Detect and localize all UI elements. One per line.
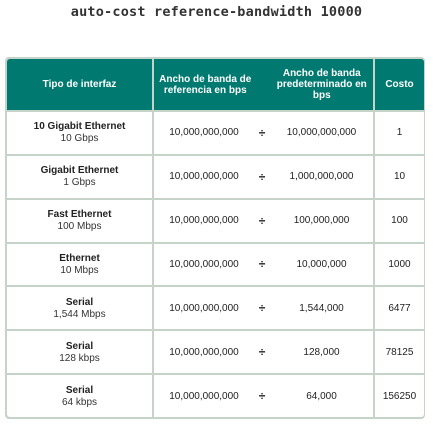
cost-value: 1: [375, 112, 424, 154]
interface-cell: [7, 244, 152, 286]
calculation-cell: [154, 375, 373, 417]
divide-sign: ÷: [258, 301, 266, 316]
interface-speed: 1 Gbps: [63, 177, 96, 189]
calculation-cell: [154, 331, 373, 373]
reference-bandwidth-value: 10,000,000,000: [169, 302, 239, 314]
divide-sign: ÷: [258, 125, 266, 140]
header-cost: Costo: [375, 59, 424, 110]
default-bandwidth-value: 64,000: [306, 390, 337, 402]
header-default-bandwidth: Ancho de banda predeterminado en bps: [276, 68, 367, 101]
calculation-cell: [154, 112, 373, 154]
reference-bandwidth-value: 10,000,000,000: [169, 171, 239, 183]
cost-value: 156250: [375, 375, 424, 417]
interface-name: Ethernet: [59, 252, 100, 264]
divide-sign: ÷: [258, 389, 266, 404]
divide-sign: ÷: [258, 213, 266, 228]
cost-value: 1000: [375, 244, 424, 286]
calculation-cell: [154, 287, 373, 329]
divide-sign: ÷: [258, 257, 266, 272]
calculation-cell: [154, 156, 373, 198]
interface-name: Serial: [65, 296, 94, 308]
interface-cell: [7, 375, 152, 417]
interface-cell: [7, 112, 152, 154]
interface-name: Gigabit Ethernet: [40, 165, 119, 177]
reference-bandwidth-value: 10,000,000,000: [169, 127, 239, 139]
default-bandwidth-value: 1,544,000: [299, 302, 344, 314]
reference-bandwidth-value: 10,000,000,000: [169, 258, 239, 270]
interface-name: Fast Ethernet: [47, 209, 112, 221]
cost-value: 100: [375, 200, 424, 242]
cost-value: 10: [375, 156, 424, 198]
interface-speed: 1,544 Mbps: [53, 308, 106, 320]
interface-cell: [7, 156, 152, 198]
cost-table: [5, 57, 425, 419]
interface-speed: 64 kbps: [61, 396, 98, 408]
interface-name: Serial: [65, 384, 94, 396]
default-bandwidth-value: 100,000,000: [293, 215, 350, 227]
interface-speed: 128 kbps: [59, 352, 100, 364]
header-interface-type: Tipo de interfaz: [7, 59, 152, 110]
calculation-cell: [154, 200, 373, 242]
interface-name: Serial: [65, 340, 94, 352]
default-bandwidth-value: 1,000,000,000: [289, 171, 354, 183]
reference-bandwidth-value: 10,000,000,000: [169, 215, 239, 227]
header-reference-bandwidth: Ancho de banda de referencia en bps: [159, 73, 252, 96]
default-bandwidth-value: 10,000,000: [296, 258, 347, 270]
interface-name: 10 Gigabit Ethernet: [33, 121, 126, 133]
cost-value: 6477: [375, 287, 424, 329]
command-text: auto-cost reference-bandwidth 10000: [70, 4, 363, 20]
header-bandwidth: [154, 59, 373, 110]
default-bandwidth-value: 128,000: [303, 346, 340, 358]
interface-cell: [7, 287, 152, 329]
interface-speed: 10 Gbps: [60, 133, 99, 145]
divide-sign: ÷: [258, 169, 266, 184]
interface-speed: 100 Mbps: [57, 221, 102, 233]
calculation-cell: [154, 244, 373, 286]
cost-value: 78125: [375, 331, 424, 373]
reference-bandwidth-value: 10,000,000,000: [169, 346, 239, 358]
reference-bandwidth-value: 10,000,000,000: [169, 390, 239, 402]
interface-cell: [7, 331, 152, 373]
divide-sign: ÷: [258, 345, 266, 360]
cost-table-grid: [7, 59, 423, 417]
default-bandwidth-value: 10,000,000,000: [286, 127, 357, 139]
interface-speed: 10 Mbps: [60, 264, 99, 276]
interface-cell: [7, 200, 152, 242]
